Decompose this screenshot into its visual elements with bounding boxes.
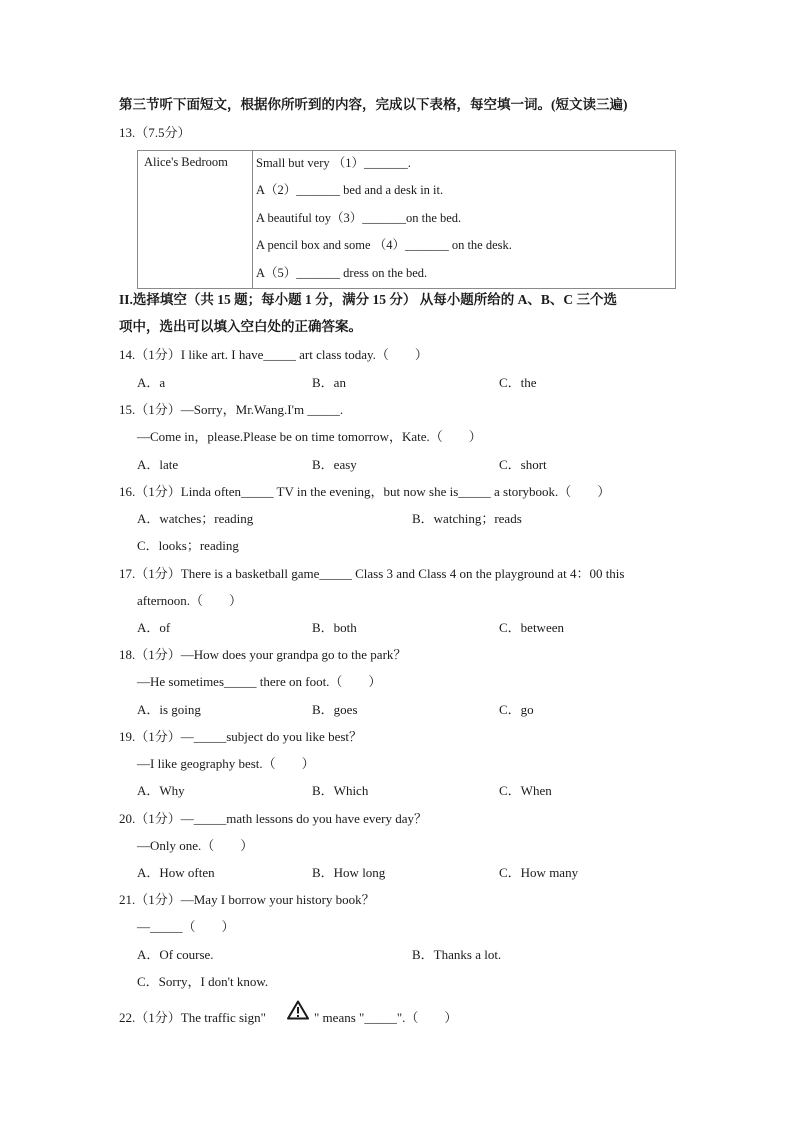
table-label: Alice's Bedroom bbox=[138, 151, 253, 289]
q13-header: 13.（7.5分） bbox=[119, 125, 191, 140]
q18-option-a[interactable]: A．is going bbox=[137, 702, 201, 717]
q14-option-b[interactable]: B．an bbox=[312, 375, 346, 390]
q15-stem: 15.（1分）—Sorry，Mr.Wang.I'm _____. bbox=[119, 402, 344, 417]
q18-stem: 18.（1分）—How does your grandpa go to the park？ bbox=[119, 647, 407, 662]
q19-option-c[interactable]: C．When bbox=[499, 783, 552, 798]
table-content bbox=[253, 151, 676, 289]
table-row: A（5）_______ dress on the bed. bbox=[256, 265, 428, 280]
q21-option-c[interactable]: C．Sorry，I don't know. bbox=[137, 974, 269, 989]
q15-stem2: —Come in，please.Please be on time tomorrow，Kate.（ ） bbox=[137, 429, 482, 444]
q21-stem: 21.（1分）—May I borrow your history book？ bbox=[119, 892, 375, 907]
section3-heading: 第三节听下面短文，根据你所听到的内容，完成以下表格，每空填一词。(短文读三遍) bbox=[119, 97, 628, 112]
q17-stem: 17.（1分）There is a basketball game_____ Class 3 and Class 4 on the playground at 4：00 this bbox=[119, 566, 625, 581]
q15-option-c[interactable]: C．short bbox=[499, 457, 547, 472]
q20-option-b[interactable]: B．How long bbox=[312, 865, 386, 880]
q19-option-a[interactable]: A．Why bbox=[137, 783, 185, 798]
q21-option-b[interactable]: B．Thanks a lot. bbox=[412, 947, 502, 962]
q16-stem: 16.（1分）Linda often_____ TV in the evening，but now she is_____ a storybook.（ ） bbox=[119, 484, 611, 499]
q20-stem: 20.（1分）—_____math lessons do you have every day？ bbox=[119, 811, 427, 826]
table-row: A（2）_______ bed and a desk in it. bbox=[256, 183, 444, 198]
q17-stem2: afternoon.（ ） bbox=[137, 593, 243, 608]
q20-option-a[interactable]: A．How often bbox=[137, 865, 215, 880]
q19-option-b[interactable]: B．Which bbox=[312, 783, 369, 798]
q15-option-a[interactable]: A．late bbox=[137, 457, 179, 472]
q20-option-c[interactable]: C．How many bbox=[499, 865, 579, 880]
q19-stem2: —I like geography best.（ ） bbox=[137, 756, 315, 771]
q16-option-c[interactable]: C．looks；reading bbox=[137, 538, 239, 553]
q14-option-a[interactable]: A．a bbox=[137, 375, 166, 390]
q19-stem: 19.（1分）—_____subject do you like best？ bbox=[119, 729, 363, 744]
q21-option-a[interactable]: A．Of course. bbox=[137, 947, 214, 962]
table-row: A pencil box and some （4）_______ on the desk. bbox=[256, 238, 512, 253]
q18-option-b[interactable]: B．goes bbox=[312, 702, 358, 717]
q22-stem-before: 22.（1分）The traffic sign" bbox=[119, 1010, 266, 1025]
q16-option-a[interactable]: A．watches；reading bbox=[137, 511, 254, 526]
q15-option-b[interactable]: B．easy bbox=[312, 457, 357, 472]
q18-option-c[interactable]: C．go bbox=[499, 702, 534, 717]
q16-option-b[interactable]: B．watching；reads bbox=[412, 511, 522, 526]
q20-stem2: —Only one.（ ） bbox=[137, 838, 254, 853]
q17-option-b[interactable]: B．both bbox=[312, 620, 357, 635]
q21-stem2: —_____（ ） bbox=[137, 919, 235, 934]
part2-heading-line1: II.选择填空（共 15 题；每小题 1 分，满分 15 分） 从每小题所给的 A、B、C 三个选 bbox=[119, 292, 618, 307]
part2-heading-line2: 项中，选出可以填入空白处的正确答案。 bbox=[119, 319, 362, 334]
q18-stem2: —He sometimes_____ there on foot.（ ） bbox=[137, 674, 382, 689]
q22-stem-after: " means "_____".（ ） bbox=[314, 1010, 458, 1025]
warning-triangle-icon bbox=[287, 1000, 309, 1020]
table-row: A beautiful toy（3）_______on the bed. bbox=[256, 210, 462, 225]
q14-stem: 14.（1分）I like art. I have_____ art class today.（ ） bbox=[119, 347, 428, 362]
q17-option-a[interactable]: A．of bbox=[137, 620, 171, 635]
q14-option-c[interactable]: C．the bbox=[499, 375, 537, 390]
alice-bedroom-table bbox=[137, 150, 676, 289]
q17-option-c[interactable]: C．between bbox=[499, 620, 564, 635]
table-row: Small but very （1）_______. bbox=[256, 156, 411, 170]
